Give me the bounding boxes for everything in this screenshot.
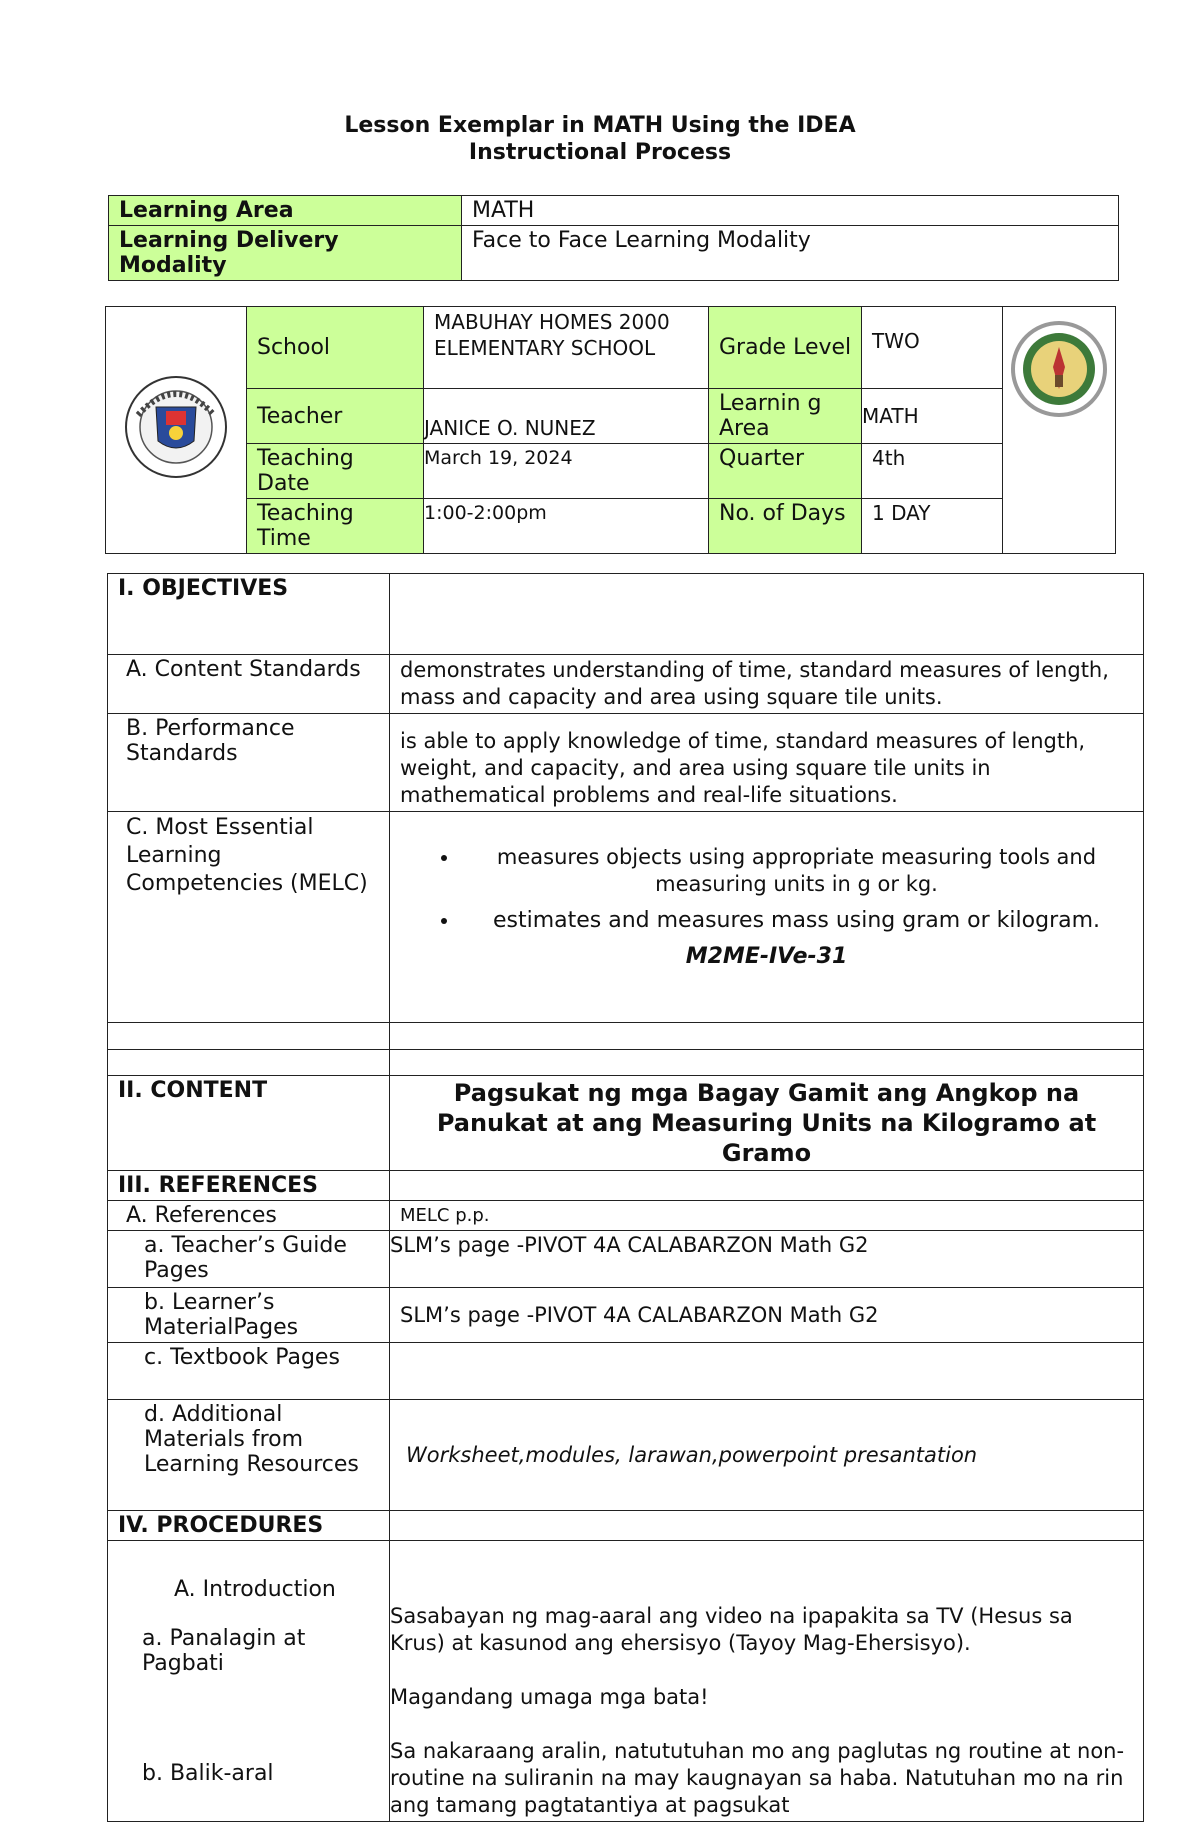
prayer-text: Sasabayan ng mag-aaral ang video na ipapakita sa TV (Hesus sa Krus) at kasunod ang ehersisyo (Tayoy Mag-Ehersisyo). [390,1604,1073,1655]
teaching-date-label: Teaching Date [247,444,424,499]
textbook-value [390,1343,1144,1400]
learning-area-label: Learning Area [109,196,462,226]
review-text: Sa nakaraang aralin, natututuhan mo ang paglutas ng routine at non-routine na suliranin na may kaugnayan sa haba. Natutuhan mo na rin ang tamang pagtatantiya at pagsukat [390,1739,1125,1817]
school-label: School [247,307,424,389]
quarter-value: 4th [862,444,1003,499]
melc-cell [390,812,1144,1023]
modality-value: Face to Face Learning Modality [462,226,1119,281]
learning-area-table [108,195,1119,281]
greeting-text: Magandang umaga mga bata! [390,1685,709,1709]
content-heading: II. CONTENT [108,1076,390,1171]
school-value: MABUHAY HOMES 2000 ELEMENTARY SCHOOL [424,307,709,389]
review-label: b. Balik-aral [142,1761,274,1786]
modality-label: Learning Delivery Modality [109,226,462,281]
performance-standards-label: B. Performance Standards [108,714,390,812]
teaching-time-value: 1:00-2:00pm [424,499,709,554]
teachers-guide-label: a. Teacher’s Guide Pages [108,1231,390,1288]
learning-area-value: MATH [462,196,1119,226]
melc-label: C. Most Essential Learning Competencies (MELC) [108,812,390,1023]
references-label: A. References [108,1201,390,1231]
melc-item-2: • estimates and measures mass using gram or kilogram. [460,906,1133,936]
teaching-date-value: March 19, 2024 [424,444,709,499]
title-line-1: Lesson Exemplar in MATH Using the IDEA [344,113,856,138]
content-title: Pagsukat ng mga Bagay Gamit ang Angkop na Panukat at ang Measuring Units na Kilogramo at Gramo [390,1076,1144,1171]
teacher-value: JANICE O. NUNEZ [424,389,709,444]
learning-area-value-2: MATH [862,389,1003,444]
content-standards-label: A. Content Standards [108,655,390,714]
learners-material-label: b. Learner’s MaterialPages [108,1288,390,1343]
procedures-content [390,1541,1144,1822]
quarter-label: Quarter [709,444,862,499]
school-logo-icon [1009,319,1109,419]
additional-materials-label: d. Additional Materials from Learning Resources [108,1400,390,1511]
grade-label: Grade Level [709,307,862,389]
title-line-2: Instructional Process [468,140,732,165]
days-value: 1 DAY [862,499,1003,554]
introduction-label: A. Introduction [174,1577,336,1602]
references-value: MELC p.p. [390,1201,1144,1231]
performance-standards-value: is able to apply knowledge of time, standard measures of length, weight, and capacity, and area using square tile units in mathematical problems and real-life situations. [390,714,1144,812]
days-label: No. of Days [709,499,862,554]
learning-area-label-2: Learnin g Area [709,389,862,444]
teachers-guide-value: SLM’s page -PIVOT 4A CALABARZON Math G2 [390,1231,1144,1288]
references-heading: III. REFERENCES [108,1171,390,1201]
teacher-label: Teacher [247,389,424,444]
page-title [0,112,1200,166]
melc-item-1: • measures objects using appropriate measuring tools and measuring units in g or kg. [460,844,1133,898]
deped-seal [106,307,247,554]
melc-code: M2ME-IVe-31 [685,944,848,969]
additional-materials-value: Worksheet,modules, larawan,powerpoint presantation [390,1400,1144,1511]
textbook-label: c. Textbook Pages [108,1343,390,1400]
procedures-labels [108,1541,390,1822]
teaching-time-label: Teaching Time [247,499,424,554]
grade-value: TWO [862,307,1003,389]
objectives-heading: I. OBJECTIVES [108,574,390,655]
procedures-heading: IV. PROCEDURES [108,1511,390,1541]
deped-seal-icon [118,375,234,479]
lesson-plan-table [107,573,1144,1822]
learners-material-value: SLM’s page -PIVOT 4A CALABARZON Math G2 [390,1288,1144,1343]
school-info-table [105,306,1116,554]
melc-list [400,844,1133,936]
school-logo [1003,307,1116,554]
content-standards-value: demonstrates understanding of time, standard measures of length, mass and capacity and area using square tile units. [390,655,1144,714]
prayer-label: a. Panalagin at Pagbati [142,1626,306,1676]
